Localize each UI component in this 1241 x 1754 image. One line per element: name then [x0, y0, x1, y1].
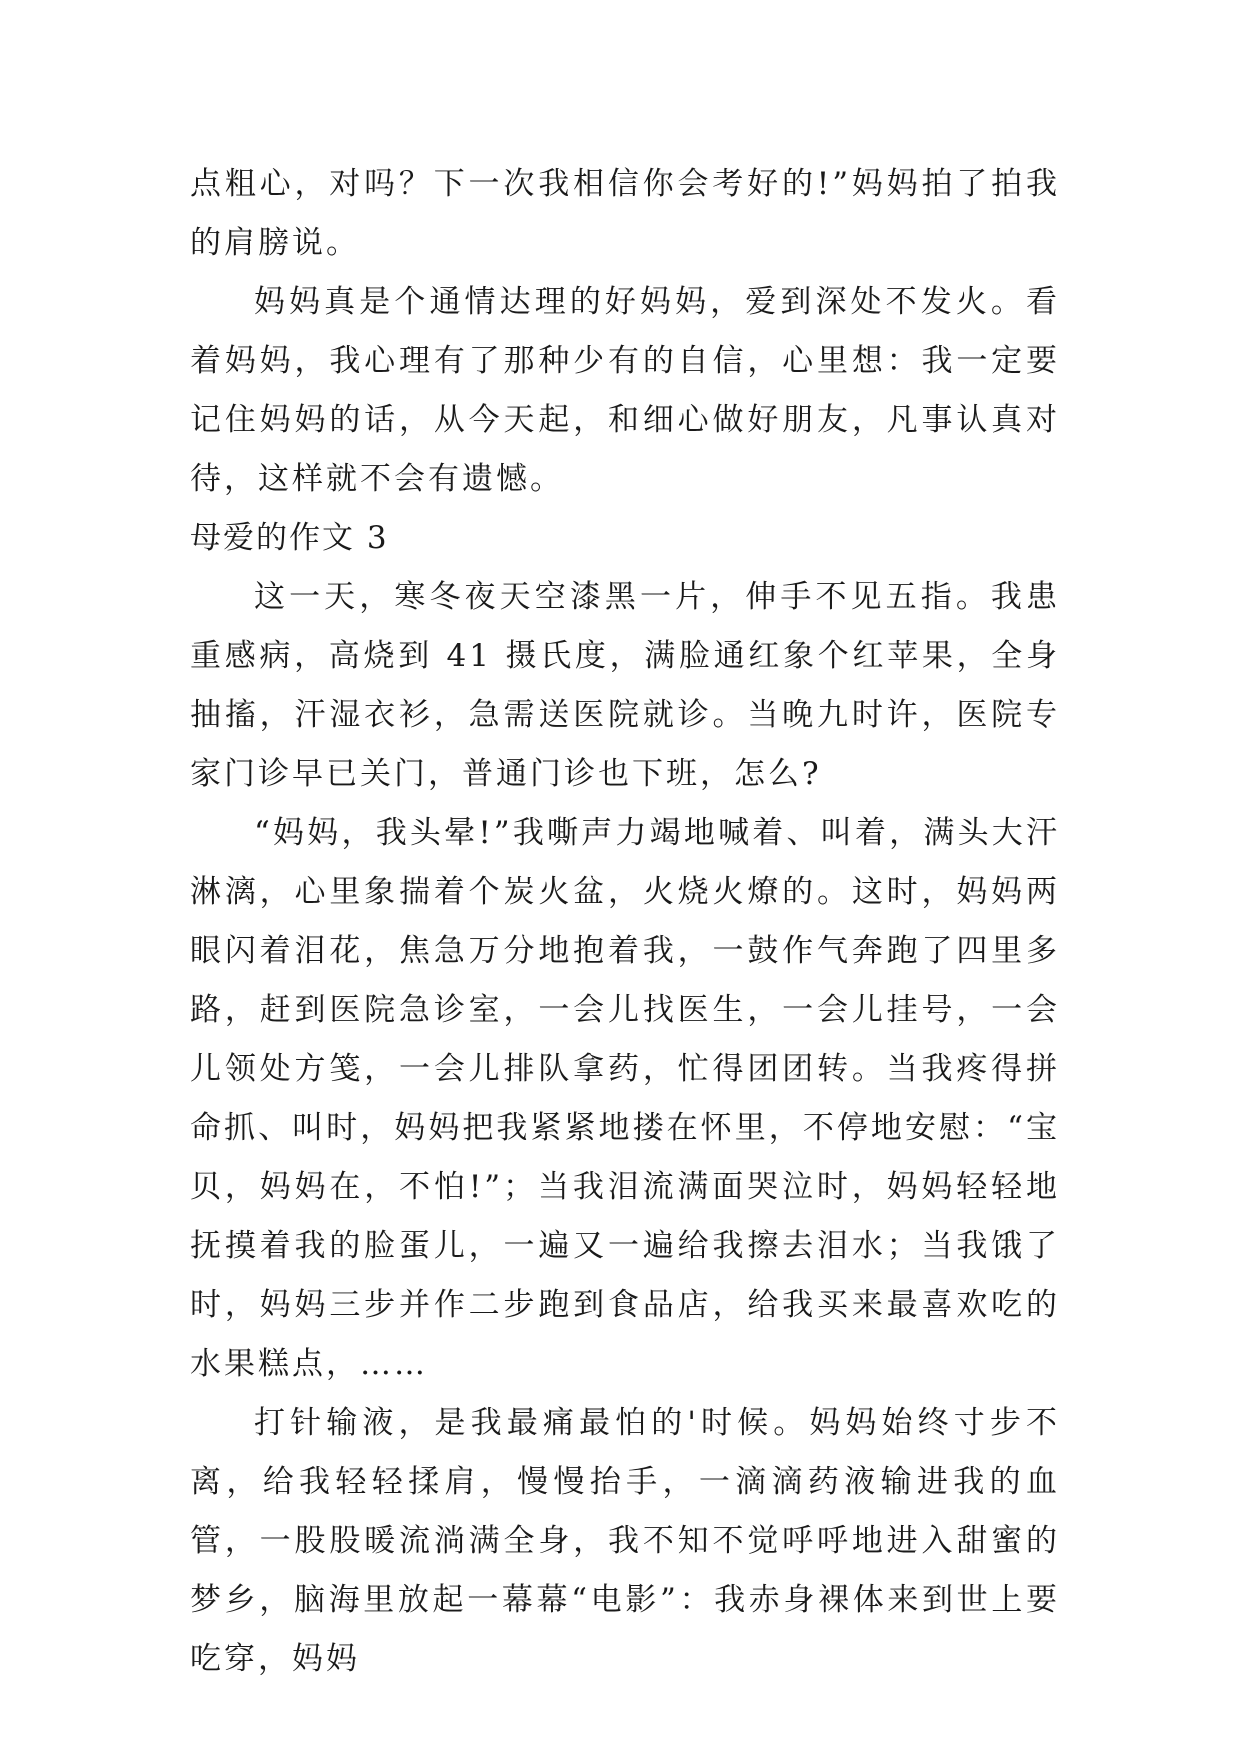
paragraph-continued: 点粗心，对吗？下一次我相信你会考好的!”妈妈拍了拍我的肩膀说。 [190, 166, 1060, 261]
paragraph-understanding-mother: 妈妈真是个通情达理的好妈妈，爱到深处不发火。看着妈妈，我心理有了那种少有的自信，心里想：我一定要记住妈妈的话，从今天起，和细心做好朋友，凡事认真对待，这样就不会有遗憾。 [190, 284, 1060, 497]
paragraph-winter-night: 这一天，寒冬夜天空漆黑一片，伸手不见五指。我患重感病，高烧到 41 摄氏度，满脸通红象个红苹果，全身抽搐，汗湿衣衫，急需送医院就诊。当晚九时许，医院专家门诊早已关门，普通门诊也下班，怎么? [190, 579, 1060, 792]
paragraph-hospital-rush: “妈妈，我头晕!”我嘶声力竭地喊着、叫着，满头大汗淋漓，心里象揣着个炭火盆，火烧火燎的。这时，妈妈两眼闪着泪花，焦急万分地抱着我，一鼓作气奔跑了四里多路，赶到医院急诊室，一会儿找医生，一会儿挂号，一会儿领处方笺，一会儿排队拿药，忙得团团转。当我疼得拼命抓、叫时，妈妈把我紧紧地搂在怀里，不停地安慰：“宝贝，妈妈在，不怕!”；当我泪流满面哭泣时，妈妈轻轻地抚摸着我的脸蛋儿，一遍又一遍给我擦去泪水；当我饿了时，妈妈三步并作二步跑到食品店，给我买来最喜欢吃的水果糕点，…… [190, 815, 1060, 1382]
document-body [190, 155, 1060, 1689]
paragraph-infusion: 打针输液，是我最痛最怕的'时候。妈妈始终寸步不离，给我轻轻揉肩，慢慢抬手，一滴滴药液输进我的血管，一股股暖流淌满全身，我不知不觉呼呼地进入甜蜜的梦乡，脑海里放起一幕幕“电影”：我赤身裸体来到世上要吃穿，妈妈 [190, 1405, 1060, 1677]
section-heading: 母爱的作文 3 [190, 520, 389, 556]
